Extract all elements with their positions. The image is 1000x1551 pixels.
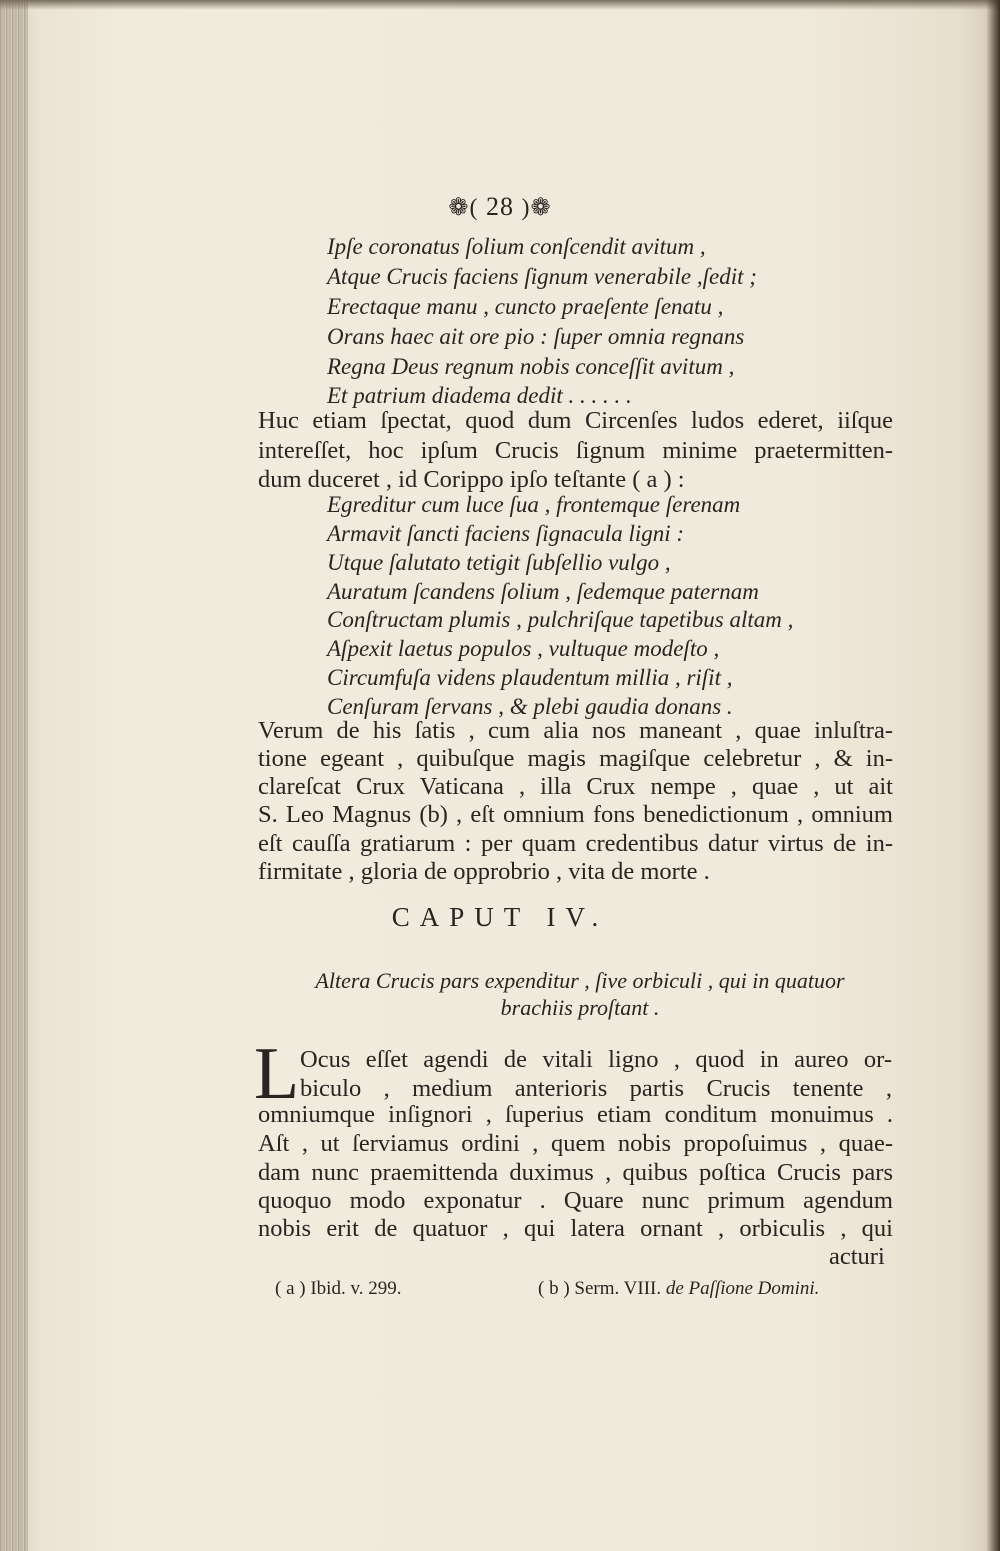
- prose-line: Ocus eſſet agendi de vitali ligno , quod in aureo or-: [300, 1046, 892, 1073]
- prose-line: intereſſet, hoc ipſum Crucis ſignum minime praetermitten-: [258, 437, 893, 464]
- chapter-subtitle: Altera Crucis pars expenditur , ſive orbiculi , qui in quatuor: [315, 968, 845, 993]
- verse-line: Aſpexit laetus populos , vultuque modeſto ,: [327, 636, 720, 661]
- chapter-title: CAPUT IV.: [391, 902, 609, 932]
- footnote-b-text: Serm. VIII.: [574, 1278, 662, 1299]
- verse-line: Cenſuram ſervans , & plebi gaudia donans .: [327, 694, 733, 719]
- running-head: [0, 192, 1000, 222]
- prose-line: omniumque inſignori , ſuperius etiam conditum monuimus .: [258, 1101, 893, 1128]
- prose-line: Huc etiam ſpectat, quod dum Circenſes ludos ederet, iiſque: [258, 407, 893, 434]
- footnote-b-title: de Paſſione Domini.: [665, 1278, 820, 1299]
- catchword: acturi: [829, 1243, 885, 1270]
- footnote-b: [538, 1278, 819, 1300]
- footnote-a-mark: ( a ): [275, 1278, 306, 1299]
- footnote-a: [275, 1278, 401, 1300]
- page-right-shadow: [986, 0, 1000, 1551]
- verse-line: Et patrium diadema dedit . . . . . .: [327, 383, 632, 408]
- prose-line: biculo , medium anterioris partis Crucis tenente ,: [300, 1075, 892, 1102]
- verse-line: Erectaque manu , cuncto praeſente ſenatu ,: [327, 294, 724, 319]
- verse-line: Orans haec ait ore pio : ſuper omnia regnans: [327, 324, 745, 349]
- verse-line: Conſtructam plumis , pulchriſque tapetibus altam ,: [327, 607, 794, 632]
- verse-line: Utque ſalutato tetigit ſubſellio vulgo ,: [327, 550, 671, 575]
- prose-line: nobis erit de quatuor , qui latera ornant , orbiculis , qui: [258, 1215, 893, 1242]
- verse-line: Auratum ſcandens ſolium , ſedemque paternam: [327, 579, 759, 604]
- prose-line: clareſcat Crux Vaticana , illa Crux nempe , quae , ut ait: [258, 773, 893, 800]
- prose-line: dam nunc praemittenda duximus , quibus poſtica Crucis pars: [258, 1159, 893, 1186]
- ornament-right-icon: )❁: [521, 195, 552, 221]
- page-top-shadow: [0, 0, 1000, 10]
- page-number: 28: [486, 192, 514, 221]
- chapter-subtitle: brachiis proſtant .: [500, 995, 660, 1020]
- prose-line: Verum de his ſatis , cum alia nos maneant , quae inluſtra-: [258, 717, 893, 744]
- verse-line: Regna Deus regnum nobis conceſſit avitum ,: [327, 354, 735, 379]
- prose-line: dum duceret , id Corippo ipſo teſtante ( a ) :: [258, 466, 685, 493]
- prose-line: eſt cauſſa gratiarum : per quam credentibus datur virtus de in-: [258, 830, 893, 857]
- prose-line: tione egeant , quibuſque magis magiſque celebretur , & in-: [258, 745, 893, 772]
- verse-line: Armavit ſancti faciens ſignacula ligni :: [327, 521, 685, 546]
- footnote-b-mark: ( b ): [538, 1278, 570, 1299]
- page-stack-edge: [0, 0, 28, 1551]
- verse-line: Egreditur cum luce ſua , frontemque ſerenam: [327, 492, 741, 517]
- prose-line: firmitate , gloria de opprobrio , vita de morte .: [258, 858, 710, 885]
- prose-line: S. Leo Magnus (b) , eſt omnium fons benedictionum , omnium: [258, 801, 893, 828]
- prose-line: Aſt , ut ſerviamus ordini , quem nobis propoſuimus , quae-: [258, 1130, 893, 1157]
- prose-line: quoquo modo exponatur . Quare nunc primum agendum: [258, 1187, 893, 1214]
- footnote-a-text: Ibid. v. 299.: [310, 1278, 402, 1299]
- verse-line: Atque Crucis faciens ſignum venerabile ,ſedit ;: [327, 264, 757, 289]
- verse-line: Ipſe coronatus ſolium conſcendit avitum ,: [327, 234, 706, 259]
- verse-line: Circumfuſa videns plaudentum millia , riſit ,: [327, 665, 733, 690]
- ornament-left-icon: ❁(: [448, 195, 479, 221]
- drop-cap: L: [254, 1033, 300, 1115]
